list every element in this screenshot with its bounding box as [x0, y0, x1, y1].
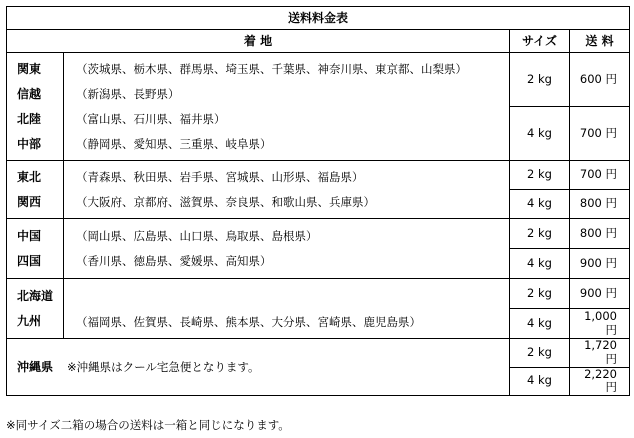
region-label: 沖縄県 [17, 359, 54, 374]
table-title: 送料料金表 [7, 7, 630, 30]
size-cell: 4 kg [510, 190, 570, 219]
prefecture-line: （香川県、徳島県、愛媛県、高知県） [76, 253, 272, 268]
region-label: 北陸 [17, 111, 42, 126]
size-cell: 4 kg [510, 367, 570, 396]
region-chugoku-shikoku [7, 219, 64, 279]
region-label: 信越 [17, 86, 42, 101]
price-cell: 800 円 [570, 219, 630, 249]
prefecture-line: （福岡県、佐賀県、長崎県、熊本県、大分県、宮崎県、鹿児島県） [76, 315, 421, 329]
okinawa-note: ※沖縄県はクール宅急便となります。 [67, 359, 260, 374]
region-kanto-shinetsu-hokuriku-chubu [7, 53, 64, 161]
shipping-rate-table [6, 6, 630, 396]
size-cell: 2 kg [510, 53, 570, 107]
region-label: 関東 [17, 61, 42, 76]
size-cell: 2 kg [510, 161, 570, 190]
prefecture-list [64, 219, 510, 279]
size-cell: 4 kg [510, 107, 570, 161]
region-label: 東北 [17, 169, 42, 184]
size-cell: 4 kg [510, 309, 570, 339]
prefecture-line: （静岡県、愛知県、三重県、岐阜県） [76, 136, 272, 151]
price-cell: 700 円 [570, 107, 630, 161]
prefecture-list [64, 53, 510, 161]
prefecture-line: （新潟県、長野県） [76, 86, 180, 101]
price-cell: 700 円 [570, 161, 630, 190]
prefecture-list [64, 161, 510, 219]
region-label: 関西 [17, 194, 42, 209]
prefecture-line: （茨城県、栃木県、群馬県、埼玉県、千葉県、神奈川県、東京都、山梨県） [76, 61, 467, 76]
region-label: 中部 [17, 136, 42, 151]
price-cell: 900 円 [570, 249, 630, 279]
region-label: 四国 [17, 253, 42, 268]
size-cell: 4 kg [510, 249, 570, 279]
region-label: 北海道 [17, 288, 54, 303]
price-cell: 800 円 [570, 190, 630, 219]
price-cell: 1,720 円 [570, 339, 630, 368]
header-destination: 着 地 [7, 30, 510, 53]
prefecture-line: （岡山県、広島県、山口県、鳥取県、島根県） [76, 228, 318, 243]
region-tohoku-kansai [7, 161, 64, 219]
region-okinawa [7, 339, 510, 396]
prefecture-list [64, 279, 510, 339]
region-label: 中国 [17, 228, 42, 243]
prefecture-line: （大阪府、京都府、滋賀県、奈良県、和歌山県、兵庫県） [76, 194, 375, 209]
region-hokkaido-kyushu [7, 279, 64, 339]
footnote: ※同サイズ二箱の場合の送料は一箱と同じになります。 [6, 418, 290, 432]
size-cell: 2 kg [510, 219, 570, 249]
size-cell: 2 kg [510, 279, 570, 309]
price-cell: 600 円 [570, 53, 630, 107]
header-price: 送 料 [570, 30, 630, 53]
size-cell: 2 kg [510, 339, 570, 368]
price-cell: 2,220 円 [570, 367, 630, 396]
prefecture-line: （青森県、秋田県、岩手県、宮城県、山形県、福島県） [76, 169, 364, 184]
price-cell: 900 円 [570, 279, 630, 309]
header-size: サイズ [510, 30, 570, 53]
region-label: 九州 [17, 313, 42, 328]
price-cell: 1,000 円 [570, 309, 630, 339]
prefecture-line: （富山県、石川県、福井県） [76, 111, 226, 126]
